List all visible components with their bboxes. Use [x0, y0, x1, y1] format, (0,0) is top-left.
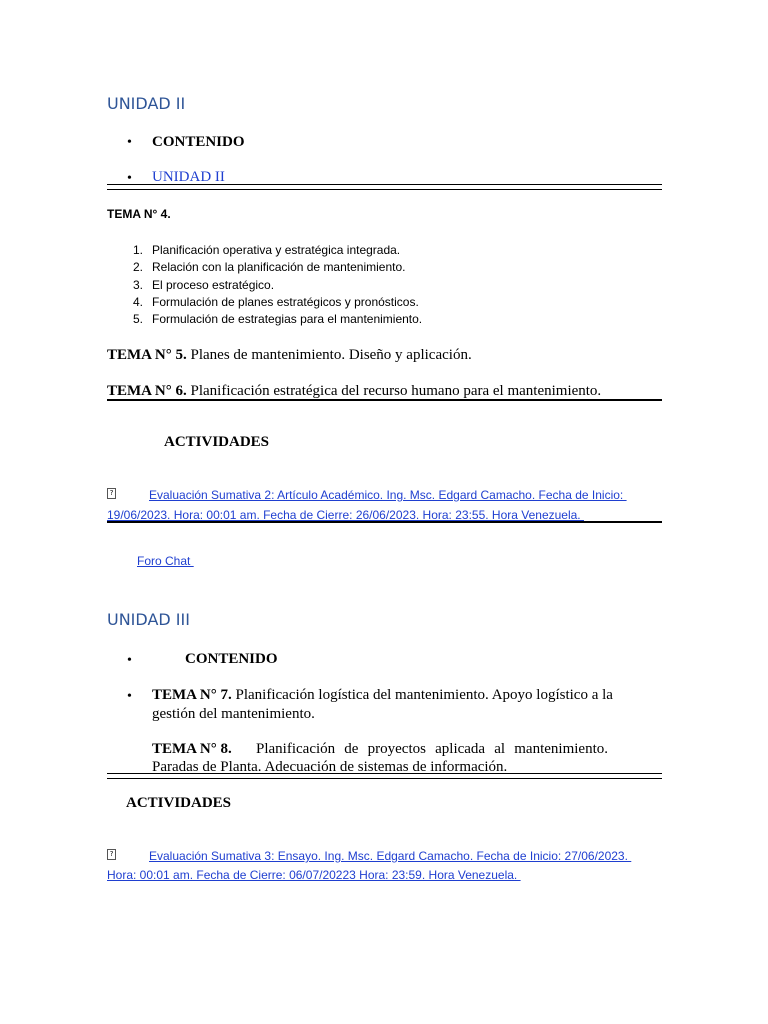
list-item: 2. Relación con la planificación de mantenimiento. — [132, 260, 406, 275]
list-item: 3. El proceso estratégico. — [132, 277, 275, 292]
tema-7-text: Planificación logística del mantenimiento. Apoyo logístico a la — [231, 687, 613, 703]
missing-glyph-icon: ? — [107, 488, 116, 499]
unidad-2-link[interactable]: UNIDAD II — [152, 169, 225, 185]
tema-6 — [107, 383, 601, 400]
contenido-label: CONTENIDO — [185, 651, 278, 667]
bullet: • — [127, 689, 132, 704]
double-rule — [107, 184, 662, 190]
tema-8-text-cont: Paradas de Planta. Adecuación de sistemas de información. — [152, 759, 508, 775]
contenido-label: CONTENIDO — [152, 134, 245, 150]
tema-7-text-cont: gestión del mantenimiento. — [152, 706, 315, 722]
bullet: • — [127, 171, 132, 186]
evaluacion-3-link[interactable]: Evaluación Sumativa 3: Ensayo. Ing. Msc. Edgard Camacho. Fecha de Inicio: 27/06/2023. — [149, 849, 632, 863]
unidad-3-heading: UNIDAD III — [107, 610, 190, 629]
double-rule — [107, 773, 662, 779]
bullet: • — [127, 653, 132, 668]
unidad-2-heading: UNIDAD II — [107, 94, 186, 113]
rule — [107, 521, 662, 523]
tema-4-topic-list — [121, 242, 422, 328]
tema-7-label: TEMA N° 7. — [152, 687, 232, 703]
tema-7 — [152, 687, 613, 704]
rule — [107, 399, 662, 401]
tema-5-text: Planes de mantenimiento. Diseño y aplicación. — [186, 347, 472, 363]
evaluacion-3-link-cont[interactable]: Hora: 00:01 am. Fecha de Cierre: 06/07/20223 Hora: 23:59. Hora Venezuela. — [107, 868, 521, 882]
tema-8 — [152, 741, 608, 758]
evaluacion-2-link[interactable]: Evaluación Sumativa 2: Artículo Académico. Ing. Msc. Edgard Camacho. Fecha de Inicio: — [149, 488, 627, 502]
actividades-heading: ACTIVIDADES — [164, 434, 270, 450]
tema-8-text: Planificación de proyectos aplicada al mantenimiento. — [256, 741, 608, 757]
bullet: • — [127, 135, 132, 150]
evaluacion-2-link-cont[interactable]: 19/06/2023. Hora: 00:01 am. Fecha de Cierre: 26/06/2023. Hora: 23:55. Hora Venezuela. — [107, 508, 584, 522]
tema-5-label: TEMA N° 5. — [107, 347, 187, 363]
tema-4-title: TEMA N° 4. — [107, 207, 171, 221]
tema-8-label: TEMA N° 8. — [152, 741, 232, 757]
actividades-heading: ACTIVIDADES — [126, 795, 232, 811]
foro-chat-link[interactable]: Foro Chat — [137, 554, 194, 568]
list-item: 1. Planificación operativa y estratégica integrada. — [132, 243, 401, 257]
missing-glyph-icon: ? — [107, 849, 116, 860]
tema-5 — [107, 347, 472, 364]
list-item: 4. Formulación de planes estratégicos y pronósticos. — [132, 294, 419, 309]
list-item: 5. Formulación de estrategias para el mantenimiento. — [132, 312, 423, 327]
tema-6-text: Planificación estratégica del recurso humano para el mantenimiento. — [186, 383, 602, 399]
tema-6-label: TEMA N° 6. — [107, 383, 187, 399]
